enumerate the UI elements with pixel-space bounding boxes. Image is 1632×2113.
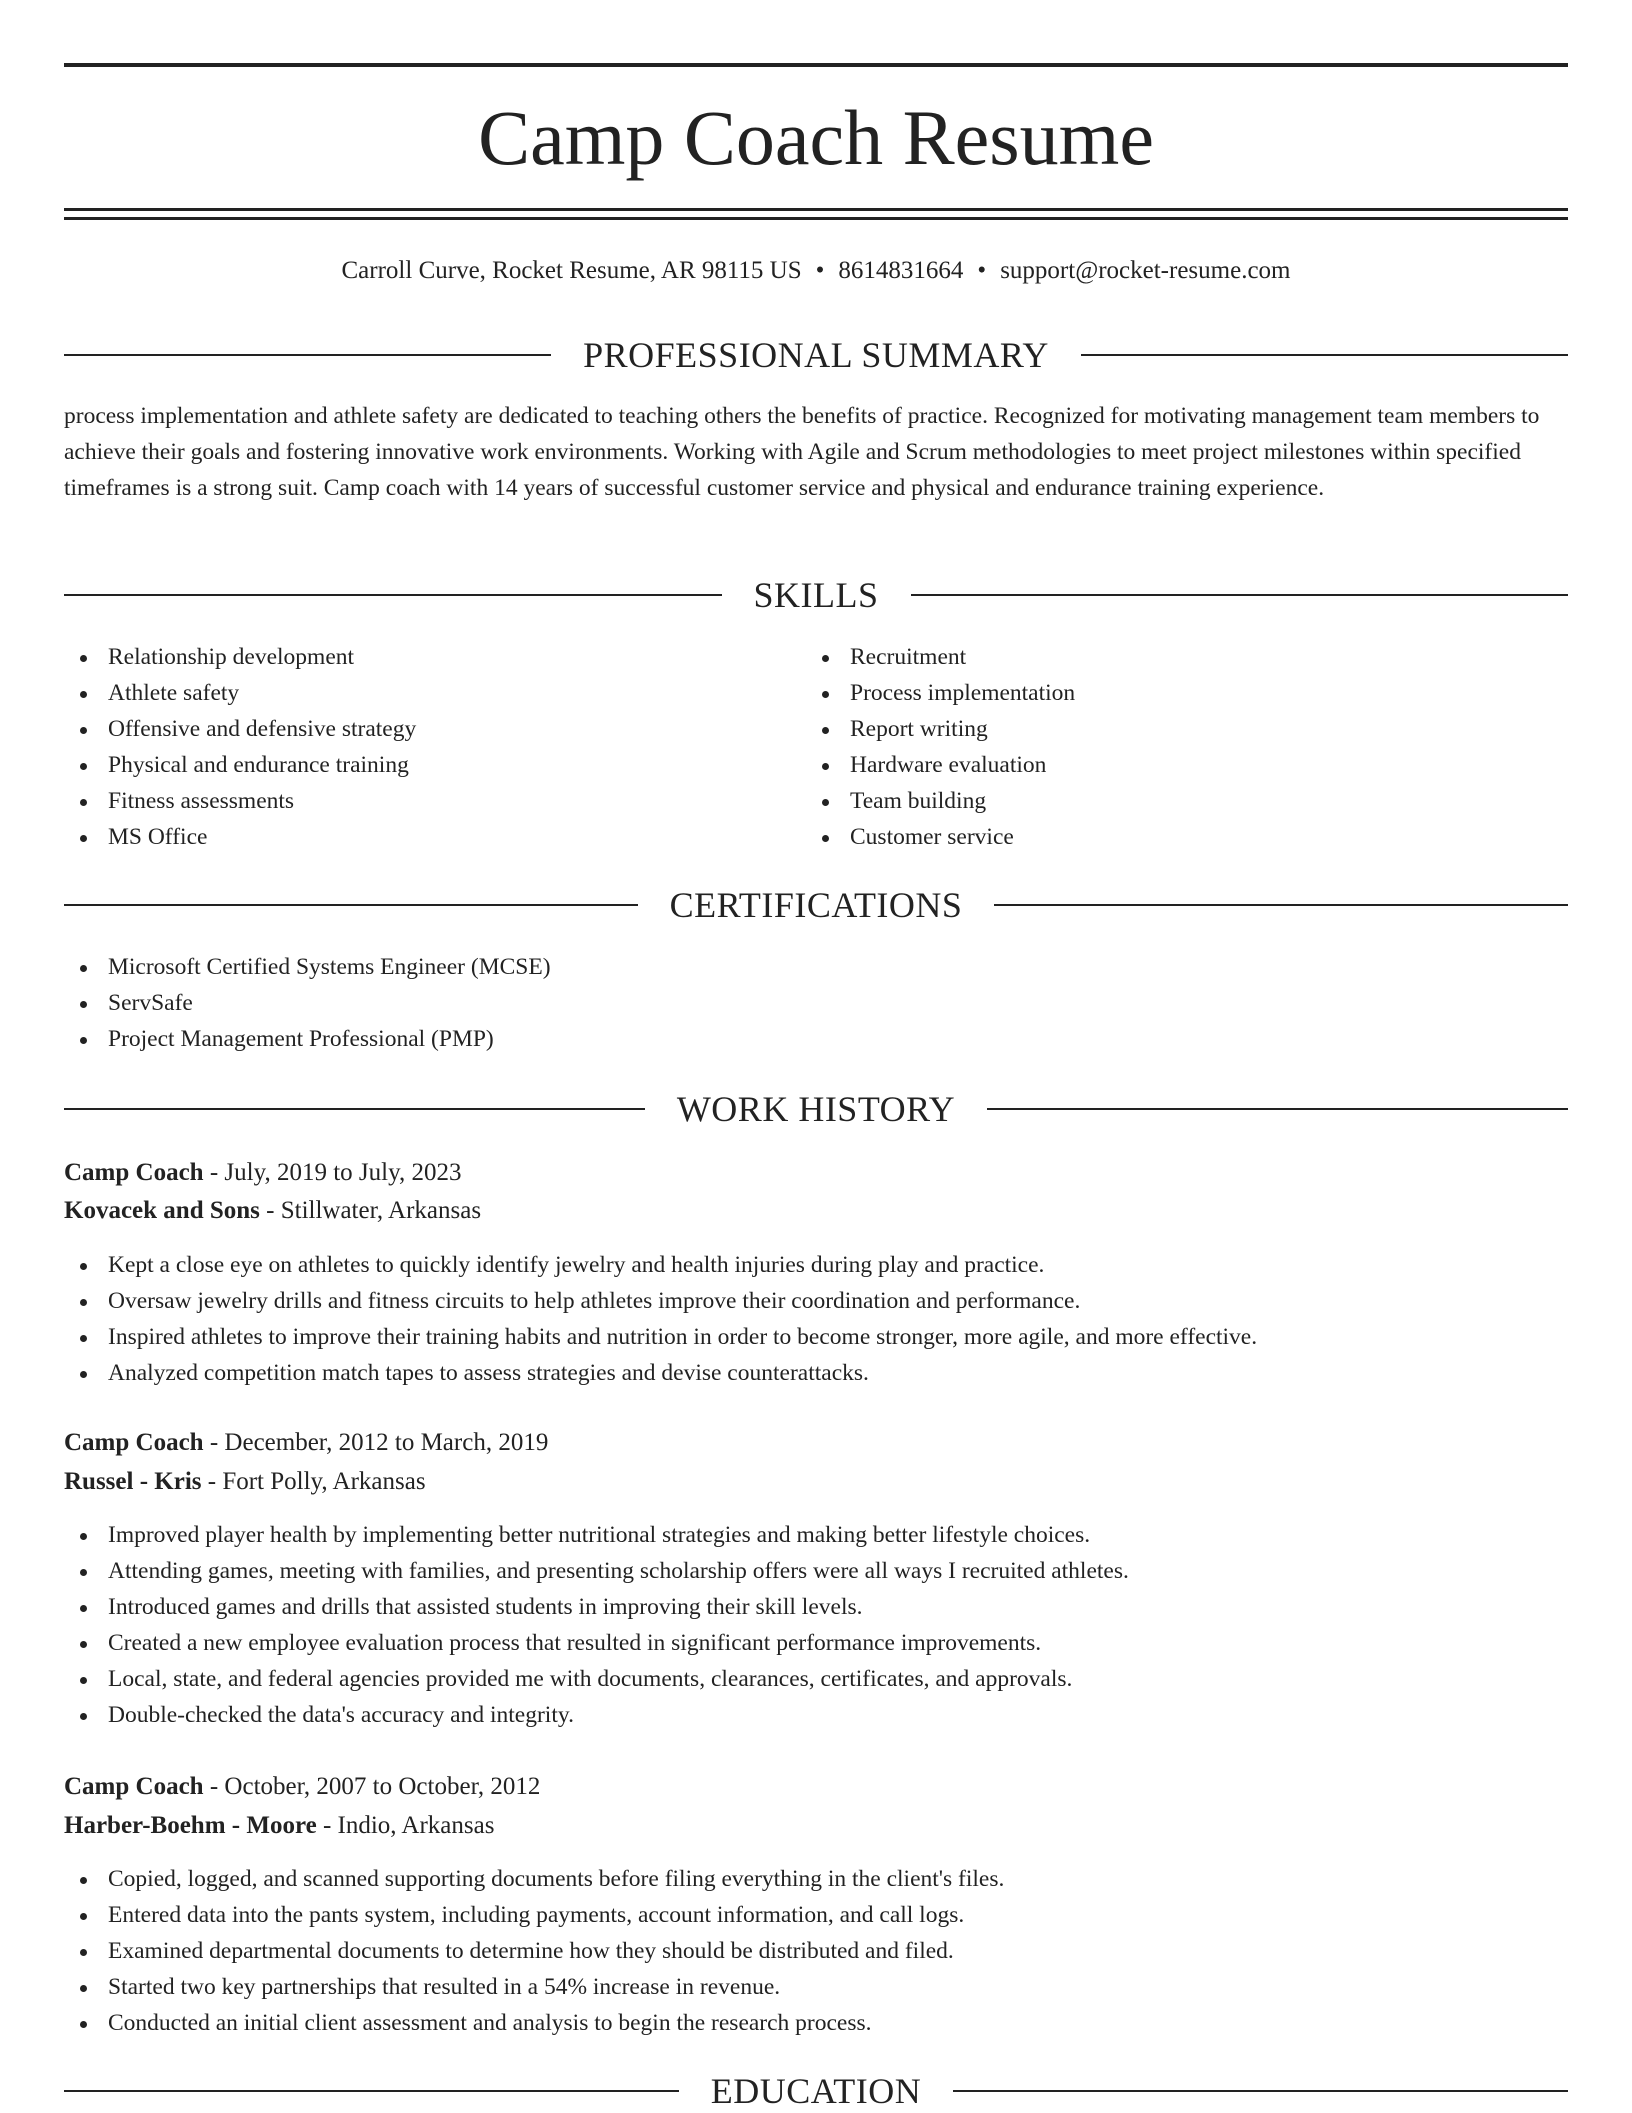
- certifications-list: [64, 949, 551, 1057]
- skill-item: Process implementation: [806, 675, 1075, 711]
- job-title: Camp Coach: [64, 1159, 204, 1186]
- heading-rule: [64, 594, 722, 596]
- job-duty-item: Introduced games and drills that assisted students in improving their skill levels.: [64, 1589, 1568, 1625]
- skill-item: Physical and endurance training: [64, 747, 416, 783]
- section-title: EDUCATION: [710, 2071, 922, 2111]
- heading-rule: [64, 904, 638, 906]
- job-company-line: [64, 1807, 1568, 1845]
- job-duty-list: [64, 1517, 1568, 1733]
- summary-heading: [64, 333, 1568, 377]
- job-company: Harber-Boehm - Moore: [64, 1812, 317, 1839]
- section-title: CERTIFICATIONS: [669, 885, 963, 925]
- job-company-line: [64, 1463, 1568, 1501]
- heading-rule: [994, 904, 1568, 906]
- skill-item: Fitness assessments: [64, 783, 416, 819]
- skills-list: [806, 639, 1075, 855]
- work-history-heading: [64, 1087, 1568, 1131]
- job-duty-item: Inspired athletes to improve their training habits and nutrition in order to become stronger, more agile, and more effective.: [64, 1319, 1568, 1355]
- heading-rule: [64, 2090, 679, 2092]
- certification-item: Microsoft Certified Systems Engineer (MCSE): [64, 949, 551, 985]
- skill-item: Recruitment: [806, 639, 1075, 675]
- job-duty-item: Started two key partnerships that resulted in a 54% increase in revenue.: [64, 1969, 1568, 2005]
- job-duty-item: Local, state, and federal agencies provided me with documents, clearances, certificates, and approvals.: [64, 1661, 1568, 1697]
- section-title: SKILLS: [753, 575, 879, 615]
- education-heading: [64, 2069, 1568, 2113]
- skills-left-column: [64, 639, 416, 855]
- section-title: WORK HISTORY: [676, 1089, 956, 1129]
- certification-item: ServSafe: [64, 985, 551, 1021]
- job-duties: [64, 1517, 1568, 1733]
- skills-list: [64, 639, 416, 855]
- skill-item: Athlete safety: [64, 675, 416, 711]
- job-title: Camp Coach: [64, 1429, 204, 1456]
- job-duty-item: Improved player health by implementing better nutritional strategies and making better lifestyle choices.: [64, 1517, 1568, 1553]
- job-duty-list: [64, 1247, 1568, 1391]
- contact-line: [64, 253, 1568, 289]
- skill-item: Report writing: [806, 711, 1075, 747]
- job-duty-item: Double-checked the data's accuracy and integrity.: [64, 1697, 1568, 1733]
- job-duty-item: Conducted an initial client assessment and analysis to begin the research process.: [64, 2005, 1568, 2041]
- job-company: Kovacek and Sons: [64, 1197, 260, 1224]
- job-duty-item: Copied, logged, and scanned supporting documents before filing everything in the client's files.: [64, 1861, 1568, 1897]
- skills-heading: [64, 573, 1568, 617]
- skill-item: MS Office: [64, 819, 416, 855]
- skill-item: Team building: [806, 783, 1075, 819]
- job-title-line: [64, 1768, 1568, 1806]
- job-duty-item: Oversaw jewelry drills and fitness circuits to help athletes improve their coordination and performance.: [64, 1283, 1568, 1319]
- heading-rule: [987, 1108, 1568, 1110]
- contact-email: support@rocket-resume.com: [1000, 257, 1291, 284]
- page-title: Camp Coach Resume: [478, 94, 1154, 181]
- summary-text: process implementation and athlete safety are dedicated to teaching others the benefits of practice. Recognized for motivating management team members to achieve their goals and fostering innovative work environments. Working with Agile and Scrum methodologies to meet project milestones within specified timeframes is a strong suit. Camp coach with 14 years of successful customer service and physical and endurance training experience.: [64, 403, 1540, 501]
- job-duty-item: Examined departmental documents to determine how they should be distributed and filed.: [64, 1933, 1568, 1969]
- contact-separator: •: [977, 257, 987, 284]
- job-duty-item: Analyzed competition match tapes to assess strategies and devise counterattacks.: [64, 1355, 1568, 1391]
- contact-address: Carroll Curve, Rocket Resume, AR 98115 US: [341, 257, 802, 284]
- skill-item: Customer service: [806, 819, 1075, 855]
- heading-rule: [64, 1108, 645, 1110]
- job-location: - Fort Polly, Arkansas: [201, 1468, 426, 1495]
- section-title: PROFESSIONAL SUMMARY: [583, 335, 1049, 375]
- skill-item: Offensive and defensive strategy: [64, 711, 416, 747]
- job-title-line: [64, 1424, 1568, 1462]
- skill-item: Relationship development: [64, 639, 416, 675]
- job-title: Camp Coach: [64, 1773, 204, 1800]
- job-company-line: [64, 1192, 1568, 1230]
- job-duty-item: Entered data into the pants system, including payments, account information, and call logs.: [64, 1897, 1568, 1933]
- job-dates: - October, 2007 to October, 2012: [203, 1773, 541, 1800]
- skills-right-column: [806, 639, 1075, 855]
- job-duties: [64, 1861, 1568, 2041]
- certifications-heading: [64, 883, 1568, 927]
- job-dates: - December, 2012 to March, 2019: [203, 1429, 549, 1456]
- job-duties: [64, 1247, 1568, 1391]
- heading-rule: [911, 594, 1569, 596]
- top-rule: [64, 63, 1568, 67]
- job-dates: - July, 2019 to July, 2023: [203, 1159, 462, 1186]
- job-company: Russel - Kris: [64, 1468, 202, 1495]
- skill-item: Hardware evaluation: [806, 747, 1075, 783]
- heading-rule: [953, 2090, 1568, 2092]
- contact-phone: 8614831664: [838, 257, 964, 284]
- contact-separator: •: [815, 257, 825, 284]
- title-double-rule: [64, 208, 1568, 220]
- job-title-line: [64, 1154, 1568, 1192]
- job-location: - Indio, Arkansas: [316, 1812, 495, 1839]
- job-duty-item: Created a new employee evaluation process that resulted in significant performance improvements.: [64, 1625, 1568, 1661]
- heading-rule: [1081, 354, 1568, 356]
- certification-item: Project Management Professional (PMP): [64, 1021, 551, 1057]
- job-location: - Stillwater, Arkansas: [259, 1197, 482, 1224]
- heading-rule: [64, 354, 551, 356]
- job-duty-item: Kept a close eye on athletes to quickly identify jewelry and health injuries during play and practice.: [64, 1247, 1568, 1283]
- job-duty-list: [64, 1861, 1568, 2041]
- job-duty-item: Attending games, meeting with families, and presenting scholarship offers were all ways I recruited athletes.: [64, 1553, 1568, 1589]
